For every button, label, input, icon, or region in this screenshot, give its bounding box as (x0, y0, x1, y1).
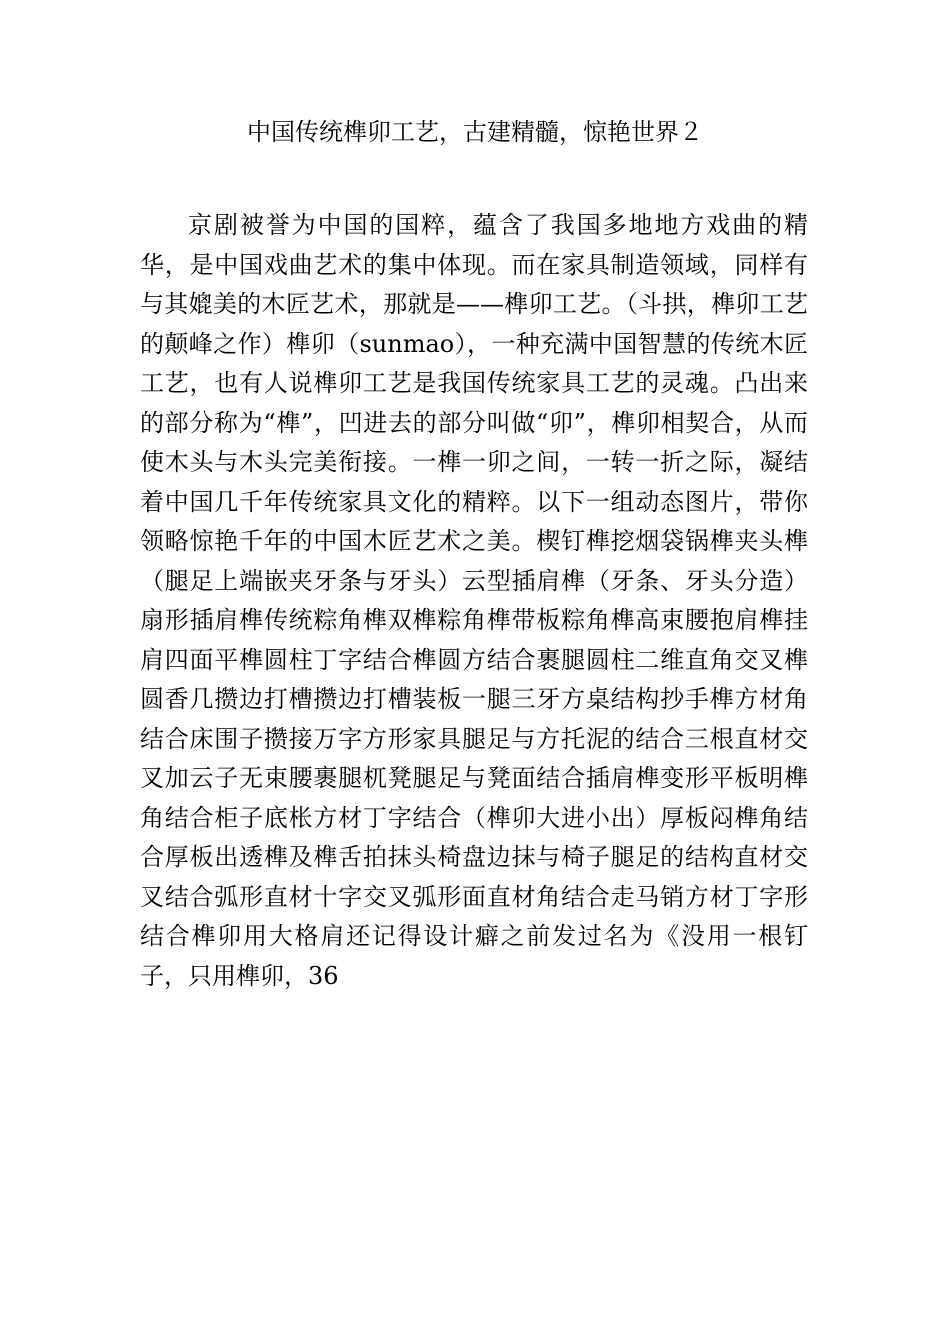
document-title: 中国传统榫卯工艺，古建精髓，惊艳世界２ (247, 118, 703, 146)
body-paragraph: 京剧被誉为中国的国粹，蕴含了我国多地地方戏曲的精华，是中国戏曲艺术的集中体现。而在家具制造领域，同样有与其媲美的木匠艺术，那就是——榫卯工艺。（斗拱，榫卯工艺的颠峰之作）榫卯（sunmao），一种充满中国智慧的传统木匠工艺，也有人说榫卯工艺是我国传统家具工艺的灵魂。凸出来的部分称为“榫”，凹进去的部分叫做“卯”，榫卯相契合，从而使木头与木头完美衔接。一榫一卯之间，一转一折之际，凝结着中国几千年传统家具文化的精粹。以下一组动态图片，带你领略惊艳千年的中国木匠艺术之美。楔钉榫挖烟袋锅榫夹头榫（腿足上端嵌夹牙条与牙头）云型插肩榫（牙条、牙头分造）扇形插肩榫传统粽角榫双榫粽角榫带板粽角榫高束腰抱肩榫挂肩四面平榫圆柱丁字结合榫圆方结合裹腿圆柱二维直角交叉榫圆香几攒边打槽攒边打槽装板一腿三牙方桌结构抄手榫方材角结合床围子攒接万字方形家具腿足与方托泥的结合三根直材交叉加云子无束腰裹腿杌凳腿足与凳面结合插肩榫变形平板明榫角结合柜子底枨方材丁字结合（榫卯大进小出）厚板闷榫角结合厚板出透榫及榫舌拍抹头椅盘边抹与椅子腿足的结构直材交叉结合弧形直材十字交叉弧形面直材角结合走马销方材丁字形结合榫卯用大格肩还记得设计癖之前发过名为《没用一根钉子，只用榫卯，36 (140, 211, 808, 990)
